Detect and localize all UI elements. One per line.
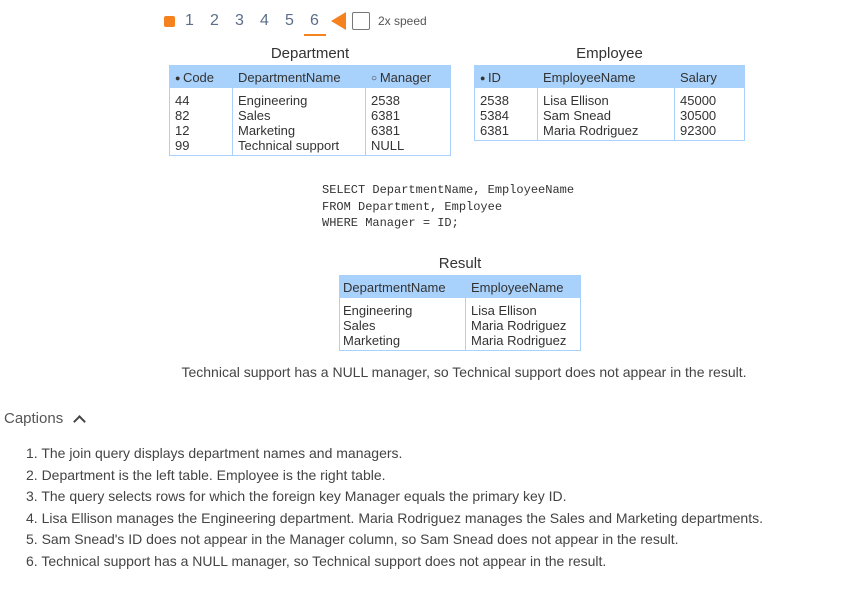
- table-cell: 92300: [675, 123, 745, 138]
- column-header-manager: ○ Manager: [366, 66, 451, 88]
- table-cell: Sales: [343, 318, 376, 333]
- sql-query: [322, 182, 574, 232]
- stop-icon[interactable]: [164, 16, 175, 27]
- table-cell: 6381: [366, 123, 451, 138]
- table-cell: 99: [175, 138, 190, 153]
- table-row: [170, 123, 450, 138]
- table-cell: Engineering: [233, 93, 366, 108]
- employee-table: [474, 65, 745, 141]
- table-cell: Maria Rodriguez: [466, 333, 581, 348]
- table-cell: 30500: [675, 108, 745, 123]
- table-cell: 45000: [675, 93, 745, 108]
- sql-line: WHERE Manager = ID;: [322, 216, 459, 230]
- column-header-salary: Salary: [675, 66, 745, 88]
- table-cell: Marketing: [343, 333, 401, 348]
- speed-label: 2x speed: [378, 14, 427, 28]
- captions-list: [26, 443, 763, 573]
- caption-item: 3. The query selects rows for which the foreign key Manager equals the primary key ID.: [26, 488, 567, 505]
- table-cell: Engineering: [343, 303, 413, 318]
- caption-item: 2. Department is the left table. Employee is the right table.: [26, 466, 386, 483]
- table-row: [170, 93, 450, 108]
- department-table-title: Department: [270, 45, 350, 62]
- table-cell: NULL: [366, 138, 451, 153]
- captions-toggle[interactable]: [4, 410, 84, 427]
- result-table: [339, 275, 581, 351]
- table-row: [340, 318, 580, 333]
- sql-line: FROM Department, Employee: [322, 199, 503, 214]
- column-header-department-name: DepartmentName: [340, 276, 466, 298]
- step-explanation: Technical support has a NULL manager, so Technical support does not appear in the result.: [181, 364, 747, 380]
- table-cell: 2538: [480, 93, 509, 108]
- table-row: [475, 93, 744, 108]
- caption-item: 1. The join query displays department names and managers.: [26, 445, 403, 461]
- table-row: [475, 123, 744, 138]
- step-2-button[interactable]: 2: [210, 12, 219, 29]
- table-cell: Sam Snead: [538, 108, 675, 123]
- column-header-code: ● Code: [170, 66, 233, 88]
- table-cell: Maria Rodriguez: [538, 123, 675, 138]
- column-header-employee-name: EmployeeName: [538, 66, 675, 88]
- table-cell: 12: [175, 123, 190, 138]
- table-row: [475, 108, 744, 123]
- column-header-department-name: DepartmentName: [233, 66, 366, 88]
- table-cell: Maria Rodriguez: [466, 318, 581, 333]
- speed-checkbox[interactable]: [352, 12, 370, 30]
- table-cell: Lisa Ellison: [466, 303, 581, 318]
- table-cell: 44: [175, 93, 190, 108]
- step-1-button[interactable]: 1: [185, 12, 194, 29]
- column-header-id: ● ID: [475, 66, 538, 88]
- table-cell: 82: [175, 108, 190, 123]
- table-cell: 6381: [480, 123, 509, 138]
- table-cell: 6381: [366, 108, 451, 123]
- table-row: [170, 108, 450, 123]
- table-cell: 2538: [366, 93, 451, 108]
- caption-item: 4. Lisa Ellison manages the Engineering department. Maria Rodriguez manages the Sales and Marketing departments.: [26, 509, 763, 526]
- table-cell: Marketing: [233, 123, 366, 138]
- result-table-title: Result: [438, 255, 482, 272]
- animation-controls: [164, 10, 427, 32]
- table-cell: Technical support: [233, 138, 366, 153]
- table-row: [170, 138, 450, 153]
- caption-item: 5. Sam Snead's ID does not appear in the Manager column, so Sam Snead does not appear in the result.: [26, 531, 679, 548]
- step-3-button[interactable]: 3: [235, 12, 244, 29]
- table-cell: Sales: [233, 108, 366, 123]
- step-5-button[interactable]: 5: [285, 12, 294, 29]
- caption-item: 6. Technical support has a NULL manager, so Technical support does not appear in the result.: [26, 552, 607, 569]
- chevron-up-icon: [73, 415, 86, 428]
- captions-label: Captions: [4, 410, 64, 427]
- table-cell: 5384: [480, 108, 509, 123]
- table-cell: Lisa Ellison: [538, 93, 675, 108]
- table-row: [340, 333, 580, 348]
- sql-line: SELECT DepartmentName, EmployeeName: [322, 183, 575, 197]
- step-6-button[interactable]: 6: [310, 11, 335, 31]
- step-4-button[interactable]: 4: [260, 12, 269, 29]
- employee-table-title: Employee: [576, 45, 643, 62]
- department-table: [169, 65, 451, 156]
- table-row: [340, 303, 580, 318]
- column-header-employee-name: EmployeeName: [466, 276, 581, 298]
